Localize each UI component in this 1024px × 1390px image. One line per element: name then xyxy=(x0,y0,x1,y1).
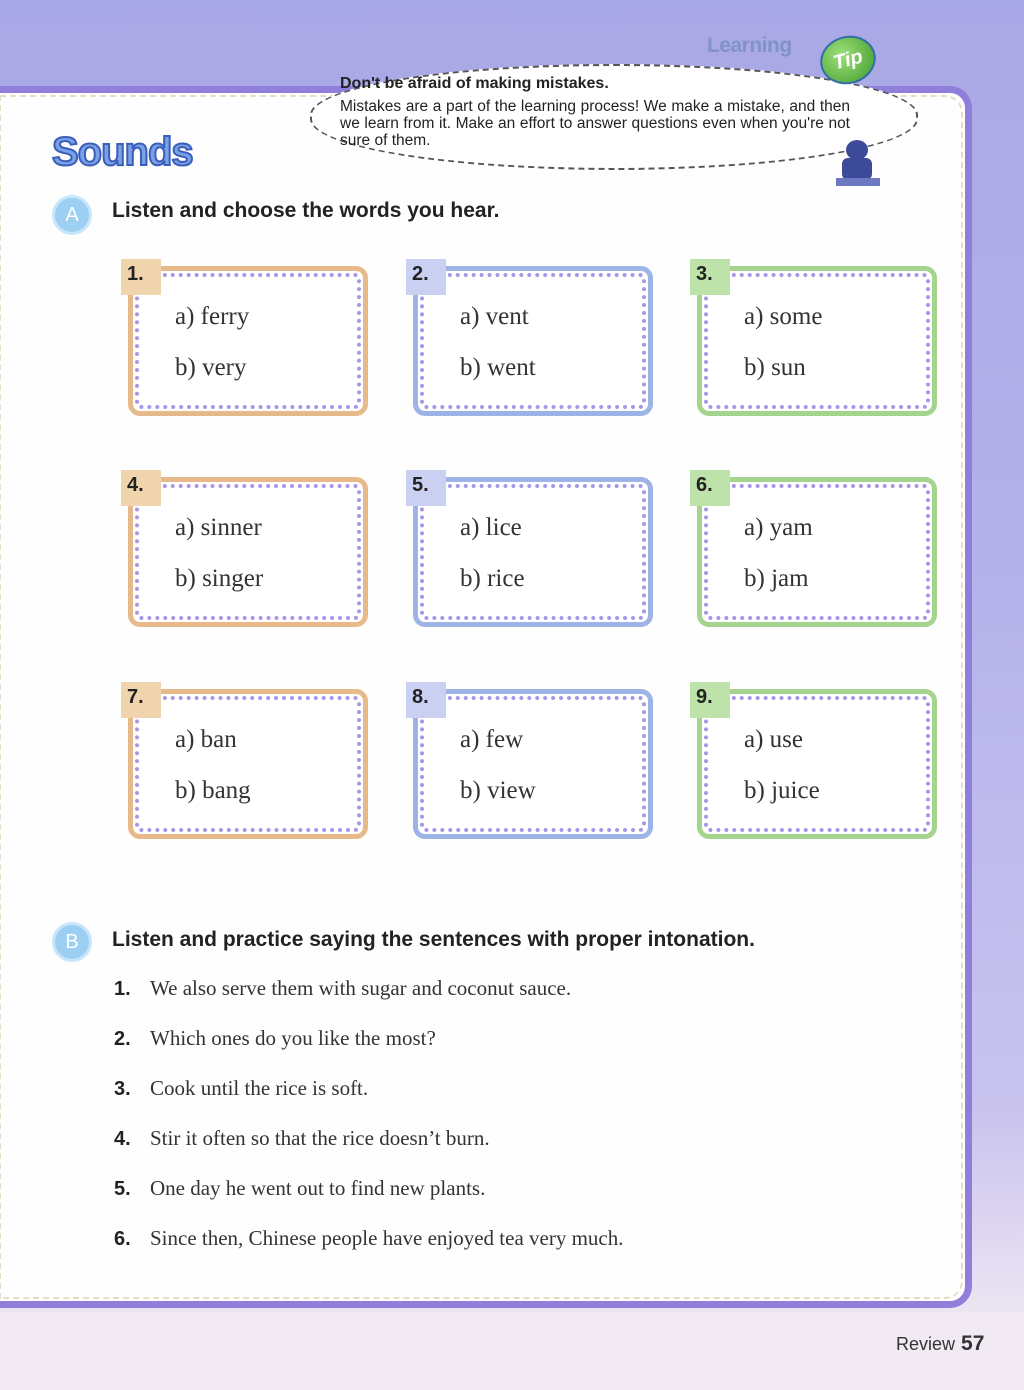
option-a: a) ferry xyxy=(175,303,250,330)
option-b: b) sun xyxy=(744,354,806,381)
part-a-instruction: Listen and choose the words you hear. xyxy=(112,199,500,222)
tip-body: Mistakes are a part of the learning process! We make a mistake, and then we learn from it. Make an effort to answer questions even when you're not sure of them. xyxy=(340,98,850,149)
option-b: b) singer xyxy=(175,565,264,592)
word-choice-card xyxy=(696,263,937,416)
mascot-icon xyxy=(836,140,880,188)
option-b: b) jam xyxy=(744,565,809,592)
sentence-number: 3. xyxy=(114,1078,131,1100)
sentence-text: Since then, Chinese people have enjoyed tea very much. xyxy=(150,1226,624,1250)
item-number: 3. xyxy=(690,259,730,295)
sentence-item xyxy=(114,1026,436,1051)
item-number: 8. xyxy=(406,682,446,718)
tip-badge: Tip xyxy=(815,30,882,91)
option-a: a) few xyxy=(460,726,524,753)
learning-tip-label: Learning xyxy=(707,34,792,57)
sentence-item xyxy=(114,976,571,1001)
word-choice-card xyxy=(412,474,653,627)
page-bottom-margin xyxy=(0,1312,1024,1390)
option-a: a) yam xyxy=(744,514,813,541)
item-number: 1. xyxy=(121,259,161,295)
item-number: 5. xyxy=(406,470,446,506)
item-number: 9. xyxy=(690,682,730,718)
section-title: Sounds xyxy=(52,130,193,174)
sentence-item xyxy=(114,1126,490,1151)
option-b: b) view xyxy=(460,777,536,804)
sentence-item xyxy=(114,1176,485,1201)
page-footer xyxy=(896,1332,984,1356)
option-b: b) rice xyxy=(460,565,525,592)
sentence-text: Cook until the rice is soft. xyxy=(150,1076,369,1100)
sentence-number: 4. xyxy=(114,1128,131,1150)
part-a-badge: A xyxy=(52,195,92,235)
option-a: a) vent xyxy=(460,303,529,330)
option-a: a) lice xyxy=(460,514,522,541)
option-a: a) ban xyxy=(175,726,237,753)
option-b: b) very xyxy=(175,354,247,381)
footer-section: Review xyxy=(896,1334,956,1354)
option-a: a) sinner xyxy=(175,514,262,541)
sentence-number: 5. xyxy=(114,1178,131,1200)
option-b: b) went xyxy=(460,354,536,381)
tip-title: Don't be afraid of making mistakes. xyxy=(340,75,609,92)
word-choice-card xyxy=(412,686,653,839)
word-choice-card xyxy=(696,474,937,627)
sentence-text: One day he went out to find new plants. xyxy=(150,1176,486,1200)
word-choice-card xyxy=(127,686,368,839)
sentence-text: Which ones do you like the most? xyxy=(150,1026,436,1050)
option-a: a) some xyxy=(744,303,823,330)
sentence-number: 1. xyxy=(114,978,131,1000)
item-number: 2. xyxy=(406,259,446,295)
sentence-item xyxy=(114,1076,368,1101)
part-b-badge: B xyxy=(52,922,92,962)
word-choice-card xyxy=(696,686,937,839)
sentence-item xyxy=(114,1226,624,1251)
item-number: 7. xyxy=(121,682,161,718)
item-number: 6. xyxy=(690,470,730,506)
page-number: 57 xyxy=(961,1332,985,1355)
sentence-text: Stir it often so that the rice doesn’t burn. xyxy=(150,1126,490,1150)
item-number: 4. xyxy=(121,470,161,506)
option-a: a) use xyxy=(744,726,803,753)
word-choice-card xyxy=(412,263,653,416)
part-b-instruction: Listen and practice saying the sentences with proper intonation. xyxy=(112,928,755,951)
sentence-number: 6. xyxy=(114,1228,131,1250)
word-choice-card xyxy=(127,263,368,416)
option-b: b) juice xyxy=(744,777,820,804)
word-choice-card xyxy=(127,474,368,627)
option-b: b) bang xyxy=(175,777,251,804)
sentence-number: 2. xyxy=(114,1028,131,1050)
sentence-text: We also serve them with sugar and coconut sauce. xyxy=(150,976,572,1000)
